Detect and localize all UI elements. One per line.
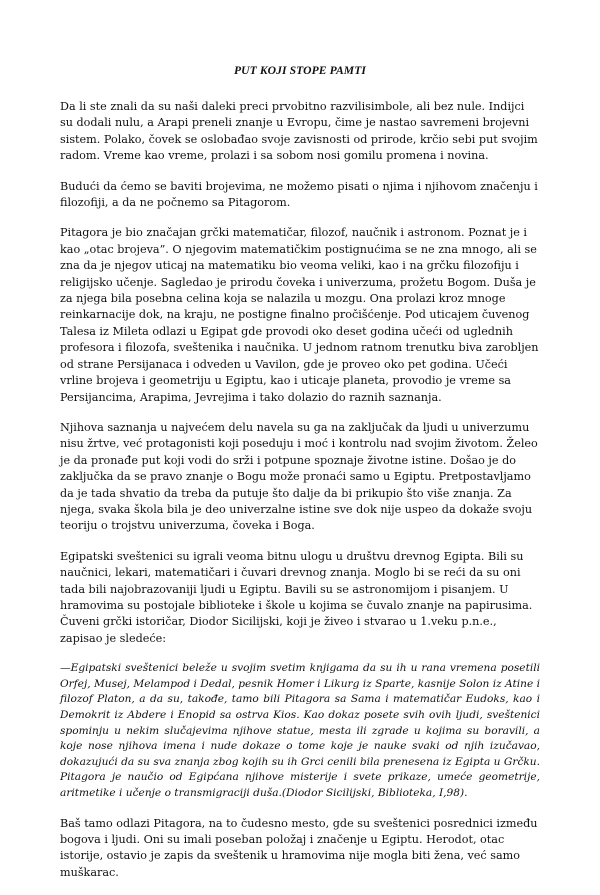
paragraph-intro: Da li ste znali da su naši daleki preci prvobitno razvilisimbole, ali bez nule. Indijci su dodali nulu, a Arapi preneli znanje u Evropu, čime je nastao savremeni brojevni sistem. Polako, čovek se oslobađao svoje zavisnosti od prirode, krčio sebi put svojim radom. Vreme kao vreme, prolazi i sa sobom nosi gomilu promena i novina. — [60, 100, 538, 163]
diodorus-quote: —Egipatski sveštenici beleže u svojim svetim knjigama da su ih u rana vremena posetili Orfej, Musej, Melampod i Dedal, pesnik Homer i Likurg iz Sparte, kasnije Solon iz Atine i filozof Platon, a da su, takođe, tamo bili Pitagora sa Sama i matematičar Eudoks, kao i Demokrit iz Abdere i Enopid sa ostrva Kios. Kao dokaz posete svih ovih ljudi, sveštenici spominju u nekim slučajevima njihove statue, mesta ili zgrade u kojima su boravili, a koje nose njihova imena i nude dokaze o tome koje je nauke svaki od njih izučavao, dokazujući da su sva znanja zbog kojih su ih Grci cenili bila prenesena iz Egipta u Grčku. Pitagora je naučio od Egipćana njihove misterije i svete prikaze, umeće geometrije, aritmetike i učenje o transmigraciji duša.(Diodor Sicilijski, Biblioteka, I,98). — [60, 662, 540, 799]
document-title: PUT KOJI STOPE PAMTI — [233, 64, 366, 77]
paragraph-egyptian-priests: Egipatski sveštenici su igrali veoma bitnu ulogu u društvu drevnog Egipta. Bili su naučnici, lekari, matematičari i čuvari drevnog znanja. Moglo bi se reći da su oni tada bili najobrazovaniji ljudi u Egiptu. Bavili su se astronomijom i pisanjem. U hramovima su postojale biblioteke i škole u kojima se čuvalo znanje na papirusima. Čuveni grčki istoričar, Diodor Sicilijski, koji je živeo i stvarao u 1.veku p.n.e., zapisao je sledeće: — [60, 549, 533, 645]
paragraph-knowledge: Njihova saznanja u najvećem delu navela su ga na zaključak da ljudi u univerzumu nisu žrtve, već protagonisti koji poseduju i moć i kontrolu nad svojim životom. Želeo je da pronađe put koji vodi do srži i potpune spoznaje životne istine. Došao je do zaključka da se pravo znanje o Bogu može pronaći samo u Egiptu. Pretpostavljamo da je tada shvatio da treba da putuje što dalje da bi prikupio što više znanja. Za njega, svaka škola bila je deo univerzalne istine sve dok nije uspeo da dokaže svoju teoriju o trojstvu univerzuma, čoveka i Boga. — [60, 420, 538, 533]
paragraph-pythagoras: Pitagora je bio značajan grčki matematičar, filozof, naučnik i astronom. Poznat je i kao „otac brojeva”. O njegovim matematičkim postignućima se ne zna mnogo, ali se zna da je njegov uticaj na matematiku bio veoma veliki, kao i na grčku filozofiju i religijsko učenje. Sagledao je prirodu čoveka i univerzuma, prožetu Bogom. Duša je za njega bila posebna celina koja se nalazila u mozgu. Ona prolazi kroz mnoge reinkarnacije dok, na kraju, ne postigne finalno pročišćenje. Pod uticajem čuvenog Talesa iz Mileta odlazi u Egipat gde provodi oko deset godina učeći od uglednih profesora i filozofa, sveštenika i naučnika. U jednom ratnom trenutku biva zarobljen od strane Persijanaca i odveden u Vavilon, gde je proveo oko pet godina. Učeći vrline brojeva i geometriju u Egiptu, kao i uticaje planeta, provodio je vreme sa Persijancima, Arapima, Jevrejima i tako dolazio do raznih saznanja. — [60, 226, 539, 404]
paragraph-closing: Baš tamo odlazi Pitagora, na to čudesno mesto, gde su sveštenici posrednici između bogova i ljudi. Oni su imali poseban položaj i značenje u Egiptu. Herodot, otac istorije, ostavio je zapis da sveštenik u hramovima nije mogla biti žena, već samo muškarac. — [60, 816, 538, 879]
document-page — [60, 64, 540, 895]
paragraph-numbers: Budući da ćemo se baviti brojevima, ne možemo pisati o njima i njihovom značenju i filozofiji, a da ne počnemo sa Pitagorom. — [60, 179, 538, 210]
